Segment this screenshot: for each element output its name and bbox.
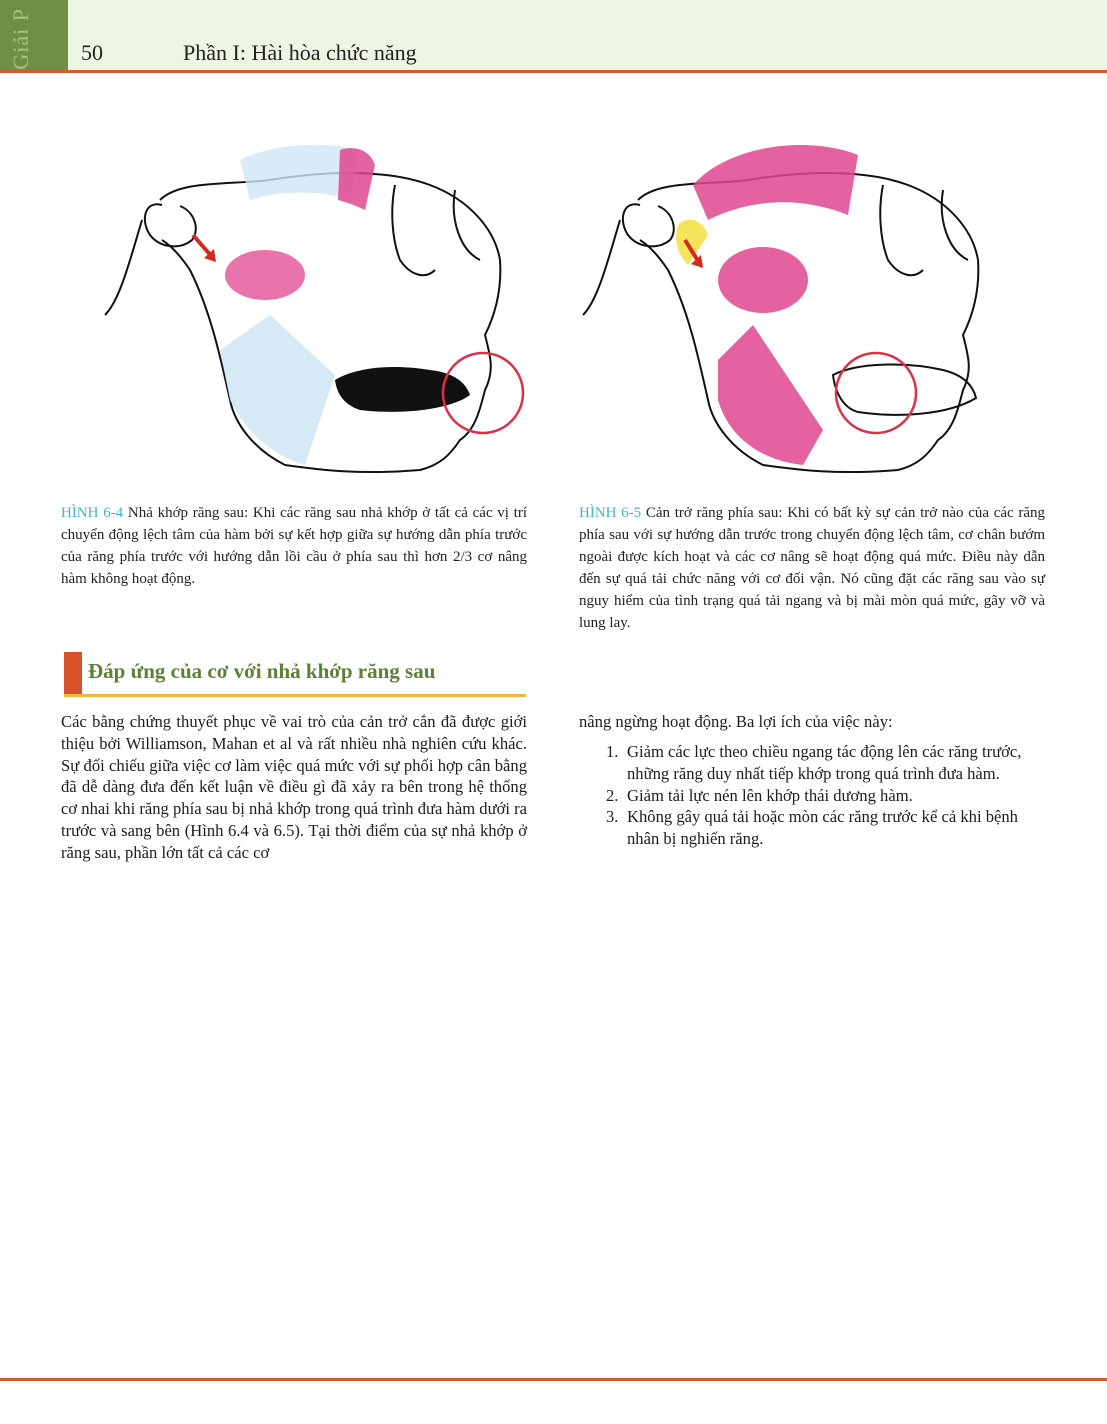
footer-rule: [0, 1378, 1107, 1381]
masseter-muscle: [220, 315, 335, 465]
list-item-number: 2.: [606, 785, 619, 805]
section-heading: [64, 652, 526, 696]
list-item-text: Không gây quá tải hoặc mòn các răng trước kể cả khi bệnh nhân bị nghiến răng.: [627, 807, 1018, 849]
page-number: 50: [81, 40, 103, 65]
list-item-text: Giảm tải lực nén lên khớp thái dương hàm.: [627, 785, 913, 805]
figure-6-4-label: HÌNH 6-4: [61, 505, 124, 521]
section-heading-bar: [64, 652, 82, 694]
list-item-text: Giảm các lực theo chiều ngang tác động lên các răng trước, những răng duy nhất tiếp khớp trong quá trình đưa hàm.: [627, 742, 1022, 783]
temporalis-muscle-pink: [338, 148, 375, 210]
teeth-row: [335, 367, 470, 412]
header-rule: [0, 70, 1107, 73]
benefits-list: [606, 741, 1046, 850]
list-item: [606, 741, 1046, 785]
figure-6-4-caption-text: Nhả khớp răng sau: Khi các răng sau nhả khớp ở tất cả các vị trí chuyển động lệch tâm của hàm bởi sự kết hợp giữa sự hướng dẫn phía trước của răng phía trước với hướng dẫn lồi cầu ở phía sau thì hơn 2/3 cơ nâng hàm không hoạt động.: [61, 505, 527, 587]
temporalis-muscle-active: [693, 145, 858, 220]
list-item: [606, 785, 1046, 807]
figure-6-5-label: HÌNH 6-5: [579, 505, 642, 521]
side-tab-text: Giải P: [8, 8, 33, 70]
paragraph-left-text: Các bằng chứng thuyết phục về vai trò của cản trở cắn đã được giới thiệu bởi Williamson, Mahan et al và rất nhiều nhà nghiên cứu khác. Sự đối chiếu giữa việc cơ làm việc quá mức với sự phối hợp cân bằng đã dễ dàng đưa đến kết luận về điều gì đã xảy ra bên trong hệ thống cơ nhai khi răng phía sau bị nhả khớp trong quá trình đưa hàm dưới ra trước và sang bên (Hình 6.4 và 6.5). Tại thời điểm của sự nhả khớp ở răng sau, phần lớn tất cả các cơ: [61, 712, 527, 862]
page-header: [0, 0, 1107, 71]
list-item-number: 3.: [606, 807, 619, 827]
figure-6-4-caption: [61, 502, 527, 590]
figure-6-5-illustration: [578, 140, 1018, 495]
paragraph-right-text: nâng ngừng hoạt động. Ba lợi ích của việc này:: [579, 712, 893, 731]
list-item-number: 1.: [606, 742, 619, 761]
lateral-pterygoid-active: [718, 247, 808, 313]
section-heading-text: Đáp ứng của cơ với nhả khớp răng sau: [88, 659, 436, 683]
section-heading-rule: [64, 694, 526, 697]
list-item: [606, 806, 1046, 850]
figure-6-5-caption: [579, 502, 1045, 634]
body-paragraph-left: [61, 711, 527, 864]
running-title: Phần I: Hài hòa chức năng: [183, 40, 417, 65]
body-paragraph-right: [579, 711, 1045, 733]
side-tab: [0, 0, 68, 71]
teeth-row-outline: [833, 365, 976, 415]
figure-6-5-caption-text: Cản trở răng phía sau: Khi có bất kỳ sự cản trở nào của các răng phía sau với sự hướng dẫn trước trong chuyển động lệch tâm, cơ chân bướm ngoài được kích hoạt và các cơ nâng sẽ hoạt động quá mức. Điều này dẫn đến sự quá tải chức năng với cơ đối vận. Nó cũng đặt các răng sau vào sự nguy hiểm của tình trạng quá tải ngang và bị mài mòn quá mức, gãy vỡ và lung lay.: [579, 505, 1046, 631]
figure-6-4-illustration: [100, 140, 540, 495]
lateral-pterygoid-muscle: [225, 250, 305, 300]
